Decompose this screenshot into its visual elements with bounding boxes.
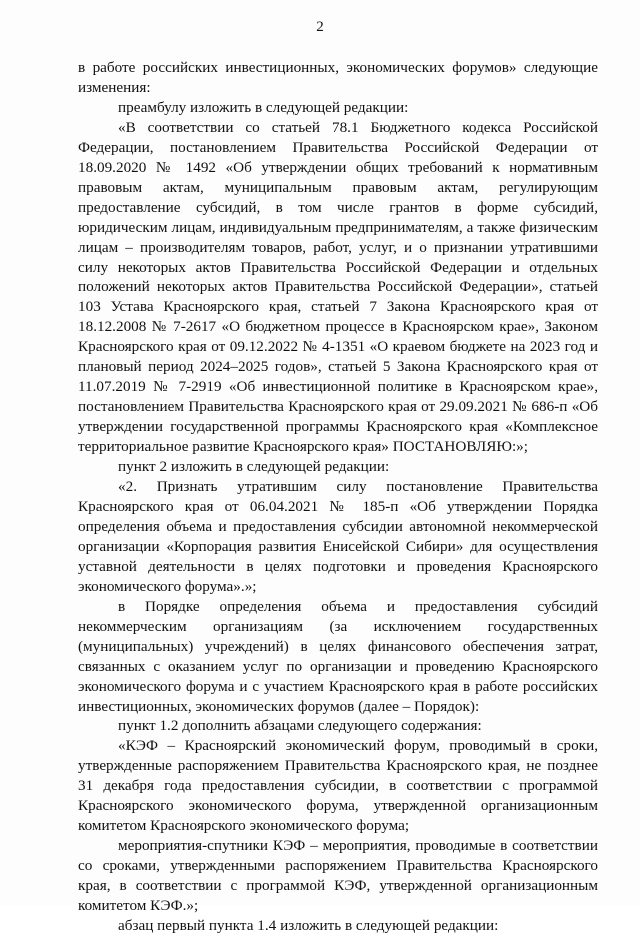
paragraph-intro: в работе российских инвестиционных, экономических форумов» следующие изменения:: [78, 59, 598, 96]
paragraph-order-intro: в Порядке определения объема и предоставления субсидий некоммерческим организациям (за исключением государственных (муниципальных) учреждений) в целях финансового обеспечения затрат, связанных с оказанием услуг по организации и проведению Красноярского экономического форума и с участием Красноярского края в работе российских инвестиционных, экономических форумов (далее – Порядок):: [78, 597, 598, 715]
paragraph-point1-4-instruction: абзац первый пункта 1.4 изложить в следующей редакции:: [118, 916, 499, 934]
paragraph-point1-2-instruction: пункт 1.2 дополнить абзацами следующего содержания:: [118, 717, 482, 735]
paragraph-point2-text: «2. Признать утратившим силу постановление Правительства Красноярского края от 06.04.2021 № 185-п «Об утверждении Порядка определения объема и предоставления субсидии автономной некоммерческой организации «Корпорация развития Енисейской Сибири» для осуществления уставной деятельности в целях подготовки и проведения Красноярского экономического форума».»;: [78, 478, 598, 595]
paragraph-satellite-events: мероприятия-спутники КЭФ – мероприятия, проводимые в соответствии со сроками, утвержденными распоряжением Правительства Красноярского края, в соответствии с программой КЭФ, утвержденной организационным комитетом КЭФ.»;: [78, 837, 598, 915]
paragraph-point2-instruction: пункт 2 изложить в следующей редакции:: [118, 458, 390, 476]
paragraph-kef-definition: «КЭФ – Красноярский экономический форум, проводимый в сроки, утвержденные распоряжением Правительства Красноярского края, не позднее 31 декабря года предоставления субсидии, в соответствии с программой Красноярского экономического форума, утвержденной организационным комитетом Красноярского экономического форума;: [78, 737, 598, 835]
document-body: [78, 58, 598, 936]
paragraph-preamble-instruction: преамбулу изложить в следующей редакции:: [118, 98, 409, 116]
page-number: 2: [316, 19, 324, 35]
paragraph-preamble-text: «В соответствии со статьей 78.1 Бюджетного кодекса Российской Федерации, постановлением Правительства Российской Федерации от 18.09.2020 № 1492 «Об утверждении общих требований к нормативным правовым актам, муниципальным правовым актам, регулирующим предоставление субсидий, в том числе грантов в форме субсидий, юридическим лицам, индивидуальным предпринимателям, а также физическим лицам – производителям товаров, работ, услуг, и о признании утратившими силу некоторых актов Правительства Российской Федерации и отдельных положений некоторых актов Правительства Российской Федерации», статьей 103 Устава Красноярского края, статьей 7 Закона Красноярского края от 18.12.2008 № 7-2617 «О бюджетном процессе в Красноярском крае», Законом Красноярского края от 09.12.2022 № 4-1351 «О краевом бюджете на 2023 год и плановый период 2024–2025 годов», статьей 5 Закона Красноярского края от 11.07.2019 № 7-2919 «Об инвестиционной политике в Красноярском крае», постановлением Правительства Красноярского края от 29.09.2021 № 686-п «Об утверждении государственной программы Красноярского края «Комплексное территориальное развитие Красноярского края» ПОСТАНОВЛЯЮ:»;: [78, 118, 598, 456]
